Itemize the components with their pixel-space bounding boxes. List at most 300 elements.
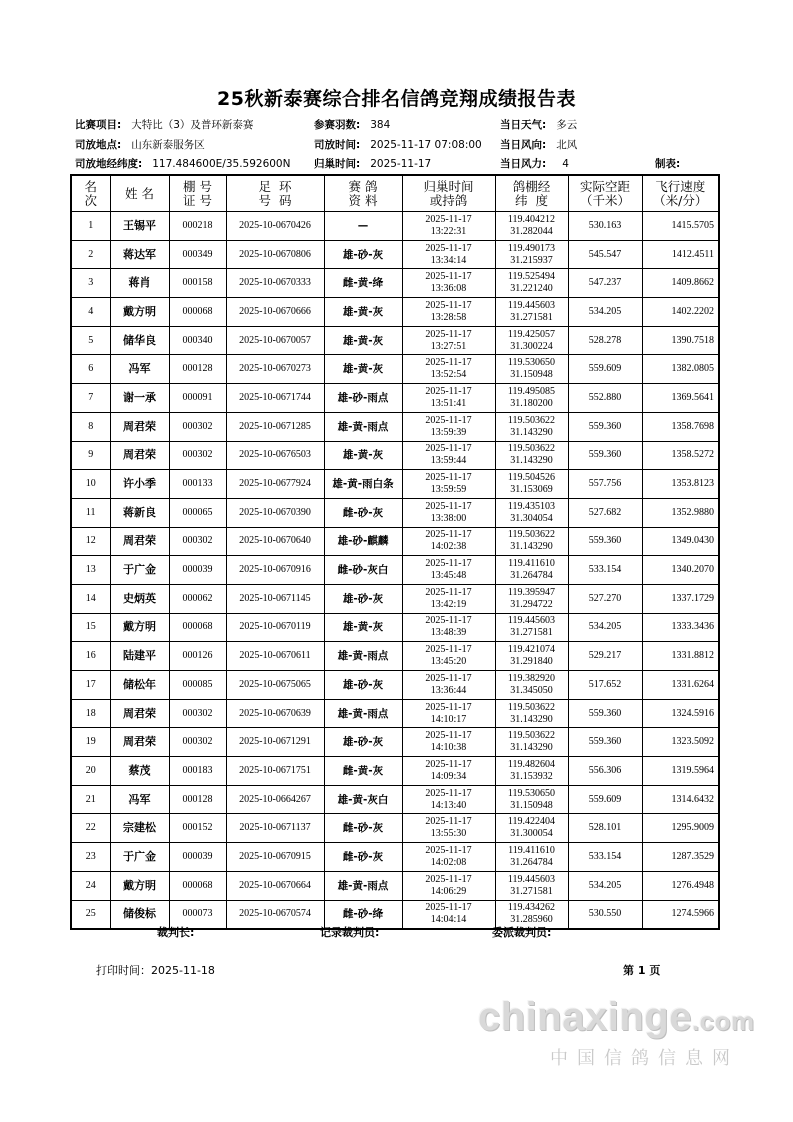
name-name: 于广金 (123, 563, 156, 577)
ring-ring: 2025-10-0670426 (239, 219, 311, 231)
coords-lat: 31.215937 (510, 254, 553, 266)
speed-cell (642, 556, 719, 585)
return-time-cell (402, 871, 495, 900)
desc-cell (324, 843, 402, 872)
return-time-time: 13:38:00 (430, 512, 467, 524)
name-name: 蒋新良 (123, 505, 156, 519)
ring-cell (226, 527, 324, 556)
distance-dist: 528.278 (588, 334, 622, 346)
coords-lat: 31.143290 (510, 455, 553, 467)
table-row (71, 671, 719, 700)
loft-cell (169, 441, 226, 470)
coords-lat: 31.304054 (510, 512, 553, 524)
return-time-date: 2025-11-17 (425, 242, 472, 254)
rank-cell (71, 527, 110, 556)
rank-cell (71, 671, 110, 700)
coords-lat: 31.291840 (510, 656, 553, 668)
rank-rank: 1 (88, 219, 94, 231)
rank-cell (71, 757, 110, 786)
loft-loft: 000073 (182, 908, 213, 920)
ring-cell (226, 728, 324, 757)
event-value: 大特比（3）及普环新泰赛 (131, 119, 254, 131)
loft-loft: 000065 (182, 506, 213, 518)
rank-cell (71, 785, 110, 814)
coords-lon: 119.445603 (507, 299, 556, 311)
rank-rank: 17 (85, 678, 96, 690)
desc-desc: 雄-砂-灰 (342, 678, 384, 691)
rank-cell (71, 384, 110, 413)
desc-cell (324, 384, 402, 413)
speed-speed: 1353.8123 (671, 478, 714, 490)
speed-speed: 1402.2202 (671, 305, 714, 317)
loft-cell (169, 843, 226, 872)
rank-rank: 10 (85, 478, 96, 490)
watermark-domain (478, 995, 755, 1040)
coords-lon: 119.482604 (507, 758, 556, 770)
desc-desc: 雌-砂-绛 (342, 908, 384, 921)
name-name: 谢一承 (123, 390, 156, 404)
coords-cell (495, 212, 568, 241)
return-time-cell (402, 355, 495, 384)
return-time-date: 2025-11-17 (425, 586, 472, 598)
rank-rank: 21 (85, 793, 96, 805)
meta-count (314, 117, 390, 132)
ring-cell (226, 355, 324, 384)
return-time-time: 14:10:38 (430, 742, 467, 754)
desc-cell (324, 441, 402, 470)
rank-cell (71, 814, 110, 843)
distance-cell (568, 613, 642, 642)
loft-cell (169, 326, 226, 355)
speed-cell (642, 527, 719, 556)
coords-lon: 119.490173 (507, 242, 556, 254)
speed-speed: 1358.7698 (671, 420, 714, 432)
name-cell (110, 757, 169, 786)
watermark-domain-suffix: .com (691, 1006, 755, 1036)
rank-rank: 4 (88, 305, 94, 317)
desc-desc: 雄-黄-雨点 (337, 879, 389, 892)
weather-label: 当日天气: (500, 119, 547, 131)
distance-dist: 528.101 (588, 822, 622, 834)
rank-rank: 23 (85, 850, 96, 862)
distance-cell (568, 240, 642, 269)
rank-cell (71, 871, 110, 900)
meta-weather (500, 117, 577, 132)
distance-cell (568, 470, 642, 499)
loft-loft: 000302 (182, 535, 213, 547)
ring-ring: 2025-10-0671145 (239, 592, 311, 604)
speed-cell (642, 671, 719, 700)
speed-cell (642, 240, 719, 269)
name-cell (110, 212, 169, 241)
speed-speed: 1295.9009 (671, 822, 714, 834)
col-header-desc: 赛 鸽 资 料 (324, 175, 402, 212)
meta-maker (655, 156, 680, 171)
table-row (71, 785, 719, 814)
coords-cell (495, 269, 568, 298)
rank-rank: 12 (85, 535, 96, 547)
loft-loft: 000128 (182, 363, 213, 375)
distance-cell (568, 900, 642, 929)
ring-cell (226, 384, 324, 413)
name-cell (110, 613, 169, 642)
coords-lon: 119.503622 (507, 414, 556, 426)
speed-cell (642, 871, 719, 900)
coords-cell (495, 384, 568, 413)
name-cell (110, 498, 169, 527)
coords-lat: 31.300054 (510, 828, 553, 840)
return-time-time: 14:02:08 (430, 856, 467, 868)
return-time-time: 13:36:44 (430, 684, 467, 696)
name-cell (110, 470, 169, 499)
name-name: 蒋达军 (123, 247, 156, 261)
ring-cell (226, 240, 324, 269)
table-row (71, 642, 719, 671)
desc-desc: 雄-黄-灰 (342, 305, 384, 318)
distance-cell (568, 871, 642, 900)
coords-lon: 119.504526 (507, 472, 556, 484)
return-time-cell (402, 498, 495, 527)
return-time-date: 2025-11-17 (425, 701, 472, 713)
desc-cell (324, 757, 402, 786)
watermark-site-name: 中国信鸽信息网 (550, 1048, 739, 1069)
return-time-cell (402, 900, 495, 929)
coords-lat: 31.143290 (510, 713, 553, 725)
ring-ring: 2025-10-0671285 (239, 420, 311, 432)
rank-rank: 13 (85, 564, 96, 576)
results-body (71, 212, 719, 930)
return-time-time: 14:09:34 (430, 770, 467, 782)
name-cell (110, 814, 169, 843)
coords-lat: 31.153069 (510, 484, 553, 496)
name-name: 陆建平 (123, 649, 156, 663)
return-time-cell (402, 613, 495, 642)
name-name: 周君荣 (123, 534, 156, 548)
desc-cell (324, 671, 402, 700)
recorder-label: 记录裁判员: (320, 926, 380, 939)
rank-cell (71, 240, 110, 269)
return-time-time: 14:02:38 (430, 541, 467, 553)
rank-cell (71, 212, 110, 241)
speed-cell (642, 326, 719, 355)
return-time-cell (402, 699, 495, 728)
desc-desc: 雄-黄-雨白条 (332, 478, 394, 491)
wind-force-label: 当日风力: (500, 158, 547, 170)
return-time-time: 13:59:44 (430, 455, 467, 467)
distance-dist: 545.547 (588, 248, 622, 260)
speed-cell (642, 814, 719, 843)
desc-cell (324, 728, 402, 757)
ring-cell (226, 642, 324, 671)
speed-speed: 1314.6432 (671, 793, 714, 805)
rank-cell (71, 298, 110, 327)
speed-cell (642, 785, 719, 814)
coords-lon: 119.503622 (507, 730, 556, 742)
desc-cell (324, 355, 402, 384)
ring-ring: 2025-10-0671137 (239, 822, 311, 834)
distance-cell (568, 843, 642, 872)
return-time-date: 2025-11-17 (425, 357, 472, 369)
table-row (71, 240, 719, 269)
maker-label: 制表: (655, 158, 681, 170)
return-time-cell (402, 470, 495, 499)
name-cell (110, 527, 169, 556)
desc-desc: 雄-黄-雨点 (337, 420, 389, 433)
coords-lat: 31.150948 (510, 369, 553, 381)
coords-cell (495, 584, 568, 613)
ring-cell (226, 269, 324, 298)
loft-loft: 000152 (182, 822, 213, 834)
speed-speed: 1331.8812 (671, 650, 714, 662)
coords-lon: 119.422404 (507, 816, 556, 828)
speed-speed: 1319.5964 (671, 764, 714, 776)
distance-dist: 552.880 (588, 391, 622, 403)
return-time-date: 2025-11-17 (425, 787, 472, 799)
col-header-name: 姓 名 (110, 175, 169, 212)
loft-loft: 000302 (182, 420, 213, 432)
return-time-date: 2025-11-17 (425, 873, 472, 885)
coords-cell (495, 843, 568, 872)
name-name: 周君荣 (123, 448, 156, 462)
coords-cell (495, 814, 568, 843)
distance-dist: 530.163 (588, 219, 622, 231)
results-table (70, 174, 720, 930)
return-time-time: 14:13:40 (430, 799, 467, 811)
return-time-cell (402, 757, 495, 786)
meta-location (75, 137, 205, 152)
return-time-cell (402, 412, 495, 441)
rank-cell (71, 642, 110, 671)
speed-cell (642, 498, 719, 527)
loft-cell (169, 785, 226, 814)
distance-cell (568, 412, 642, 441)
coords-cell (495, 556, 568, 585)
return-time-time: 14:04:14 (430, 914, 467, 926)
rank-rank: 18 (85, 707, 96, 719)
loft-cell (169, 613, 226, 642)
return-time-label: 归巢时间: (314, 158, 361, 170)
desc-cell (324, 642, 402, 671)
return-time-date: 2025-11-17 (425, 644, 472, 656)
return-time-cell (402, 642, 495, 671)
return-time-time: 13:45:20 (430, 656, 467, 668)
loft-loft: 000091 (182, 391, 213, 403)
rank-rank: 2 (88, 248, 94, 260)
speed-cell (642, 642, 719, 671)
return-time-time: 13:42:19 (430, 598, 467, 610)
desc-desc: — (357, 219, 369, 232)
name-cell (110, 671, 169, 700)
coords-cell (495, 785, 568, 814)
desc-cell (324, 871, 402, 900)
table-row (71, 699, 719, 728)
loft-cell (169, 240, 226, 269)
weather-value: 多云 (556, 119, 578, 131)
name-name: 史炳英 (123, 591, 156, 605)
loft-loft: 000062 (182, 592, 213, 604)
loft-loft: 000085 (182, 678, 213, 690)
distance-cell (568, 785, 642, 814)
loft-cell (169, 556, 226, 585)
speed-speed: 1358.5272 (671, 449, 714, 461)
desc-cell (324, 269, 402, 298)
speed-cell (642, 269, 719, 298)
return-time-time: 13:45:48 (430, 570, 467, 582)
name-cell (110, 556, 169, 585)
desc-desc: 雌-砂-灰 (342, 850, 384, 863)
table-row (71, 843, 719, 872)
rank-rank: 5 (88, 334, 94, 346)
ring-ring: 2025-10-0670611 (239, 650, 311, 662)
distance-dist: 534.205 (588, 879, 622, 891)
count-label: 参赛羽数: (314, 119, 361, 131)
loft-cell (169, 757, 226, 786)
rank-cell (71, 498, 110, 527)
rank-rank: 20 (85, 764, 96, 776)
header-row (71, 175, 719, 212)
rank-cell (71, 412, 110, 441)
ring-ring: 2025-10-0670273 (239, 363, 311, 375)
desc-desc: 雄-砂-灰 (342, 736, 384, 749)
return-time-date: 2025-11-17 (425, 299, 472, 311)
ring-cell (226, 785, 324, 814)
desc-cell (324, 470, 402, 499)
return-time-cell (402, 298, 495, 327)
return-time-date: 2025-11-17 (425, 414, 472, 426)
coords-cell (495, 441, 568, 470)
speed-cell (642, 613, 719, 642)
distance-dist: 534.205 (588, 621, 622, 633)
ring-cell (226, 556, 324, 585)
loft-cell (169, 412, 226, 441)
wind-force-value: 4 (562, 158, 569, 170)
name-cell (110, 642, 169, 671)
rank-cell (71, 470, 110, 499)
count-value: 384 (370, 119, 391, 131)
coords-lat: 31.143290 (510, 742, 553, 754)
rank-rank: 19 (85, 736, 96, 748)
speed-cell (642, 412, 719, 441)
table-row (71, 814, 719, 843)
desc-cell (324, 298, 402, 327)
name-name: 宗建松 (123, 821, 156, 835)
ring-cell (226, 671, 324, 700)
delegate-label: 委派裁判员: (492, 926, 552, 939)
name-cell (110, 298, 169, 327)
table-row (71, 326, 719, 355)
rank-rank: 3 (88, 277, 94, 289)
rank-cell (71, 584, 110, 613)
coords-lat: 31.143290 (510, 541, 553, 553)
loft-cell (169, 584, 226, 613)
coords-cell (495, 298, 568, 327)
distance-dist: 559.360 (588, 420, 622, 432)
return-time-cell (402, 212, 495, 241)
speed-speed: 1274.5966 (671, 908, 714, 920)
return-time-date: 2025-11-17 (425, 385, 472, 397)
ring-ring: 2025-10-0670057 (239, 334, 311, 346)
coords-lon: 119.503622 (507, 701, 556, 713)
return-time-date: 2025-11-17 (425, 672, 472, 684)
return-time-time: 13:22:31 (430, 225, 467, 237)
name-name: 戴方明 (123, 304, 156, 318)
loft-cell (169, 269, 226, 298)
table-row (71, 757, 719, 786)
rank-rank: 8 (88, 420, 94, 432)
release-time-label: 司放时间: (314, 139, 361, 151)
desc-desc: 雌-砂-灰 (342, 506, 384, 519)
table-row (71, 355, 719, 384)
col-header-return-time: 归巢时间 或持鸽 (402, 175, 495, 212)
return-time-date: 2025-11-17 (425, 615, 472, 627)
coords-cell (495, 355, 568, 384)
ring-ring: 2025-10-0664267 (239, 793, 311, 805)
speed-speed: 1415.5705 (671, 219, 714, 231)
coords-cell (495, 642, 568, 671)
distance-cell (568, 527, 642, 556)
loft-cell (169, 671, 226, 700)
rank-rank: 22 (85, 822, 96, 834)
rank-rank: 16 (85, 650, 96, 662)
return-time-time: 13:36:08 (430, 283, 467, 295)
col-header-speed: 飞行速度 （米/分） (642, 175, 719, 212)
page-number: 第 1 页 (623, 964, 661, 977)
speed-speed: 1369.5641 (671, 391, 714, 403)
coords-lat: 31.150948 (510, 799, 553, 811)
coords-lon: 119.503622 (507, 443, 556, 455)
coords-cell (495, 412, 568, 441)
return-time-date: 2025-11-17 (425, 328, 472, 340)
ring-cell (226, 412, 324, 441)
col-header-ring: 足 环 号 码 (226, 175, 324, 212)
rank-cell (71, 900, 110, 929)
coords-lon: 119.404212 (507, 213, 556, 225)
ring-cell (226, 814, 324, 843)
distance-dist: 527.270 (588, 592, 622, 604)
speed-cell (642, 757, 719, 786)
ring-ring: 2025-10-0670119 (239, 621, 311, 633)
distance-dist: 557.756 (588, 478, 622, 490)
ring-ring: 2025-10-0670333 (239, 277, 311, 289)
return-time-time: 13:28:58 (430, 311, 467, 323)
print-time: 打印时间：2025-11-18 (96, 964, 215, 977)
return-time-cell (402, 527, 495, 556)
ring-ring: 2025-10-0670806 (239, 248, 311, 260)
distance-cell (568, 642, 642, 671)
ring-ring: 2025-10-0671291 (239, 736, 311, 748)
coords-lon: 119.411610 (508, 558, 555, 570)
coords-lat: 31.180200 (510, 397, 553, 409)
loft-loft: 000068 (182, 621, 213, 633)
distance-dist: 529.217 (588, 650, 622, 662)
return-time-time: 13:48:39 (430, 627, 467, 639)
distance-cell (568, 498, 642, 527)
coords-lat: 31.345050 (510, 684, 553, 696)
coords-lon: 119.435103 (507, 500, 556, 512)
table-row (71, 527, 719, 556)
speed-speed: 1331.6264 (671, 678, 714, 690)
desc-cell (324, 699, 402, 728)
name-cell (110, 384, 169, 413)
return-time-time: 14:10:17 (430, 713, 467, 725)
return-time-cell (402, 240, 495, 269)
loft-loft: 000349 (182, 248, 213, 260)
col-header-loft: 棚 号 证 号 (169, 175, 226, 212)
name-cell (110, 240, 169, 269)
coords-lon: 119.503622 (507, 529, 556, 541)
table-row (71, 498, 719, 527)
distance-dist: 530.550 (588, 908, 622, 920)
